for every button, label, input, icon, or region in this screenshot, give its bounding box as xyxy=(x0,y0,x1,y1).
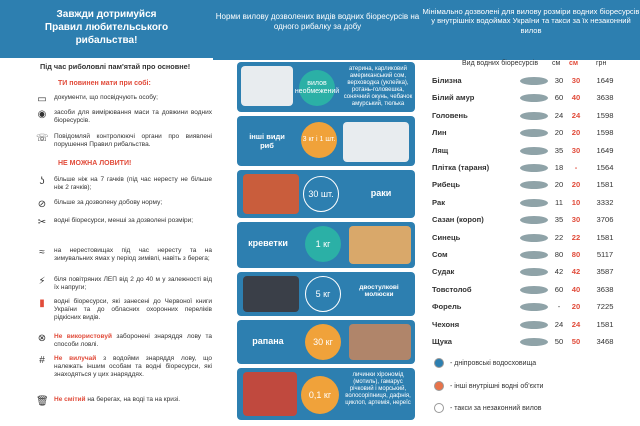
fish-icon xyxy=(520,338,548,346)
fish-icon xyxy=(520,251,548,259)
rule-text xyxy=(54,396,180,404)
size-dnipro: 24 xyxy=(554,110,564,120)
rule-item xyxy=(24,333,212,349)
size-row xyxy=(432,194,637,212)
rule-lead: Не вилучай xyxy=(54,355,97,362)
rule-text xyxy=(54,355,212,380)
size-dnipro: 11 xyxy=(555,197,563,207)
size-icon: ✂ xyxy=(37,217,47,228)
fish-icon xyxy=(520,234,548,242)
column-header: см xyxy=(569,60,579,67)
gear-ban-icon: ⊗ xyxy=(37,333,47,344)
fish-icon xyxy=(520,112,548,120)
species-name: Сом xyxy=(432,250,448,259)
species-name: Судак xyxy=(432,267,455,277)
amount-bubble: 0,1 кг xyxy=(301,376,339,414)
fine-amount: 3468 xyxy=(596,337,614,346)
size-other: 40 xyxy=(571,93,581,103)
rule-text: документи, що посвідчують особу; xyxy=(54,94,158,101)
size-other: 24 xyxy=(571,110,581,120)
rule-item xyxy=(24,276,212,292)
rule-item xyxy=(24,355,212,380)
fish-icon xyxy=(520,77,548,85)
size-dnipro: 80 xyxy=(554,250,564,259)
legend-label: - такси за незаконний вилов xyxy=(450,404,542,412)
size-other: 50 xyxy=(571,337,581,346)
species-name: Сазан (короп) xyxy=(432,215,484,225)
species-name: Рибець xyxy=(432,180,460,190)
fish-icon xyxy=(520,94,548,102)
species-name: Рак xyxy=(432,197,445,207)
title-line: Правил любительського xyxy=(44,22,169,33)
fish-icon xyxy=(520,129,548,137)
fish-icon xyxy=(520,216,548,224)
sizes-panel xyxy=(422,0,640,426)
legend-swatch xyxy=(434,381,444,391)
fine-amount: 3638 xyxy=(596,93,614,103)
size-row xyxy=(432,176,637,194)
fine-amount: 1581 xyxy=(596,232,614,242)
size-row xyxy=(432,298,637,316)
size-row xyxy=(432,316,637,334)
column-header: Вид водних біоресурсів xyxy=(462,60,539,67)
species-label: креветки xyxy=(248,238,288,248)
rule-item xyxy=(24,396,212,408)
amount-bubble: 3 кг і 1 шт. xyxy=(301,122,337,158)
rule-text: водні біоресурси, які занесені до Червоної книги України та до обласних охоронних переліків рідкісних видів. xyxy=(54,298,212,322)
fish-image xyxy=(241,66,293,106)
size-row xyxy=(432,333,637,351)
power-line-icon: ⚡ xyxy=(38,276,46,287)
species-label: атерина, карликовий американський сом, верховодка (уклейка), ротань-головешка, сонячний окунь, чебачок амурський, тюлька xyxy=(343,66,413,107)
spawning-icon: ≈ xyxy=(39,247,45,258)
fine-amount: 1649 xyxy=(596,145,614,155)
size-dnipro: 22 xyxy=(554,232,564,242)
rule-text: біля повітряних ЛЕП від 2 до 40 м у залежності від їх напруги; xyxy=(54,276,212,292)
column-header: см xyxy=(552,60,561,67)
size-row xyxy=(432,89,637,107)
rule-text: на нерестовищах під час нересту та на зимувальних ямах у період зимівлі, навіть з берега; xyxy=(54,247,212,263)
legend-item xyxy=(434,358,536,368)
rules-title xyxy=(0,0,213,58)
size-other: 24 xyxy=(571,319,581,329)
weight-icon: ◉ xyxy=(37,109,47,120)
trash-icon: 🗑 xyxy=(36,396,49,407)
size-row xyxy=(432,246,637,264)
size-dnipro: 20 xyxy=(554,128,564,138)
rapana-image xyxy=(349,324,411,360)
rule-lead: Не використовуй xyxy=(54,333,112,340)
species-name: Форель xyxy=(432,302,462,312)
limit-icon: ⊘ xyxy=(37,199,47,210)
sizes-title: Мінімально дозволені для вилову розміри водних біоресурсів у внутрішніх водоймах України та такси за їх незаконний вилов xyxy=(422,0,640,60)
rule-item xyxy=(24,298,212,323)
fish-icon xyxy=(520,303,548,311)
size-row xyxy=(432,229,637,247)
fine-amount: 1581 xyxy=(596,180,614,190)
species-name: Білизна xyxy=(432,76,462,85)
fine-amount: 1564 xyxy=(596,163,614,172)
species-label: інші види риб xyxy=(249,132,285,150)
size-other: 10 xyxy=(571,197,581,207)
document-icon: ▭ xyxy=(37,94,47,105)
size-other: 30 xyxy=(571,76,581,85)
catch-limits-panel xyxy=(213,0,422,426)
size-dnipro: 60 xyxy=(554,93,564,103)
rule-text: Повідомляй контролюючі органи про виявлені порушення Правил рибальства. xyxy=(54,133,212,149)
size-row xyxy=(432,124,637,142)
species-label: раки xyxy=(370,188,392,198)
size-dnipro: 35 xyxy=(554,215,564,225)
fish-icon xyxy=(520,321,548,329)
rule-text: більше ніж на 7 гачків (під час нересту не більше ніж 2 гачків); xyxy=(54,176,212,192)
rules-panel xyxy=(0,0,213,426)
must-have-heading: ТИ повинен мати при собі: xyxy=(58,80,151,87)
size-row xyxy=(432,72,637,90)
legend-swatch xyxy=(434,403,444,413)
fish-icon xyxy=(520,147,548,155)
species-name: Товстолоб xyxy=(432,284,472,294)
fine-amount: 1581 xyxy=(596,319,614,329)
size-dnipro: 42 xyxy=(554,267,564,277)
phone-icon: ☏ xyxy=(36,133,49,144)
species-label: двостулкові молюски xyxy=(359,284,399,298)
fine-amount: 3587 xyxy=(596,267,614,277)
species-name: Плітка (тараня) xyxy=(432,163,490,172)
fine-amount: 3332 xyxy=(596,197,614,207)
fish-icon xyxy=(520,199,548,207)
species-name: Щука xyxy=(432,337,452,346)
catch-limits-title: Норми вилову дозволених видів водних біоресурсів на одного рибалку за добу xyxy=(213,0,422,60)
fine-amount: 7225 xyxy=(596,302,614,312)
legend-swatch xyxy=(434,358,444,368)
size-dnipro: 18 xyxy=(554,163,564,172)
amount-bubble: 30 шт. xyxy=(303,176,339,212)
size-other: 22 xyxy=(571,232,581,242)
shrimp-image xyxy=(349,226,411,264)
crayfish-image xyxy=(243,174,299,214)
column-header: грн xyxy=(596,60,607,67)
size-other: 20 xyxy=(571,128,581,138)
size-row xyxy=(432,159,637,177)
red-book-icon: ▮ xyxy=(39,298,45,309)
fine-amount: 5117 xyxy=(596,250,614,259)
species-name: Лин xyxy=(432,128,447,138)
mussel-image xyxy=(243,276,299,312)
size-dnipro: - xyxy=(557,302,561,312)
bait-image xyxy=(243,372,297,416)
forbidden-heading: НЕ МОЖНА ЛОВИТИ! xyxy=(58,160,132,167)
size-other: 40 xyxy=(571,284,581,294)
rule-lead: Не смітий xyxy=(54,396,86,403)
rule-item xyxy=(24,247,212,263)
size-row xyxy=(432,211,637,229)
size-other: - xyxy=(574,163,578,172)
fine-amount: 1649 xyxy=(596,76,614,85)
title-line: рибальства! xyxy=(75,35,138,46)
fine-amount: 3706 xyxy=(596,215,614,225)
size-other: 42 xyxy=(571,267,581,277)
species-label: рапана xyxy=(252,336,284,346)
fine-amount: 3638 xyxy=(596,284,614,294)
species-label: личинки хірономід (мотиль), гамарус річковий і морський, волосоріпниця, дафнія, циклоп, артемія, нереїс xyxy=(345,372,411,406)
title-line: Завжди дотримуйся xyxy=(56,9,157,20)
size-dnipro: 60 xyxy=(554,284,564,294)
fish-icon xyxy=(520,286,548,294)
size-other: 30 xyxy=(571,215,581,225)
fish-image xyxy=(343,122,409,162)
size-dnipro: 50 xyxy=(554,337,564,346)
size-row xyxy=(432,142,637,160)
size-other: 30 xyxy=(571,145,581,155)
fish-icon xyxy=(520,268,548,276)
size-row xyxy=(432,263,637,281)
fine-amount: 1598 xyxy=(596,110,614,120)
rule-item xyxy=(24,199,212,211)
hook-icon: ʖ xyxy=(39,176,45,187)
rule-item xyxy=(24,133,212,149)
amount-bubble: 5 кг xyxy=(305,276,341,312)
net-icon: # xyxy=(39,355,45,366)
species-name: Головень xyxy=(432,110,468,120)
rule-text: більше за дозволену добову норму; xyxy=(54,199,163,206)
rule-text xyxy=(54,333,212,349)
species-name: Чехоня xyxy=(432,319,460,329)
rule-item xyxy=(24,176,212,192)
size-other: 20 xyxy=(571,180,581,190)
legend-item xyxy=(434,403,541,413)
size-other: 20 xyxy=(571,302,581,312)
species-name: Синець xyxy=(432,232,461,242)
rule-item xyxy=(24,109,212,125)
amount-bubble: 30 кг xyxy=(305,324,341,360)
legend-label: - дніпровські водосховища xyxy=(450,359,537,367)
rule-text: водні біоресурси, менші за дозволені розміри; xyxy=(54,217,194,224)
species-name: Лящ xyxy=(432,145,449,155)
amount-bubble: 1 кг xyxy=(305,226,341,262)
rules-note: Під час риболовлі пам'ятай про основне! xyxy=(40,62,191,71)
legend-label: - інші внутрішні водні об'єкти xyxy=(450,382,544,390)
rule-rest: з водойми знаряддя лову, що належать іншим особам та водні біоресурси, які знаходяться у цих знаряддях. xyxy=(54,355,212,379)
rule-text: засоби для вимірювання маси та довжини водних біоресурсів. xyxy=(54,109,212,125)
size-dnipro: 24 xyxy=(554,319,564,329)
rule-item xyxy=(24,94,212,106)
rule-rest: на берегах, на воді та на кризі. xyxy=(85,396,181,403)
fish-icon xyxy=(520,164,548,172)
size-other: 80 xyxy=(571,250,581,259)
rule-item xyxy=(24,217,212,229)
size-dnipro: 20 xyxy=(554,180,564,190)
fish-icon xyxy=(520,181,548,189)
size-dnipro: 35 xyxy=(554,145,564,155)
fine-amount: 1598 xyxy=(596,128,614,138)
size-row xyxy=(432,281,637,299)
size-row xyxy=(432,107,637,125)
size-dnipro: 30 xyxy=(554,76,564,85)
rule-rest: заборонені знаряддя лову та способи ловлі. xyxy=(54,333,212,349)
amount-bubble: вилов необмежений xyxy=(299,70,335,106)
legend-item xyxy=(434,381,543,391)
species-name: Білий амур xyxy=(432,93,475,103)
